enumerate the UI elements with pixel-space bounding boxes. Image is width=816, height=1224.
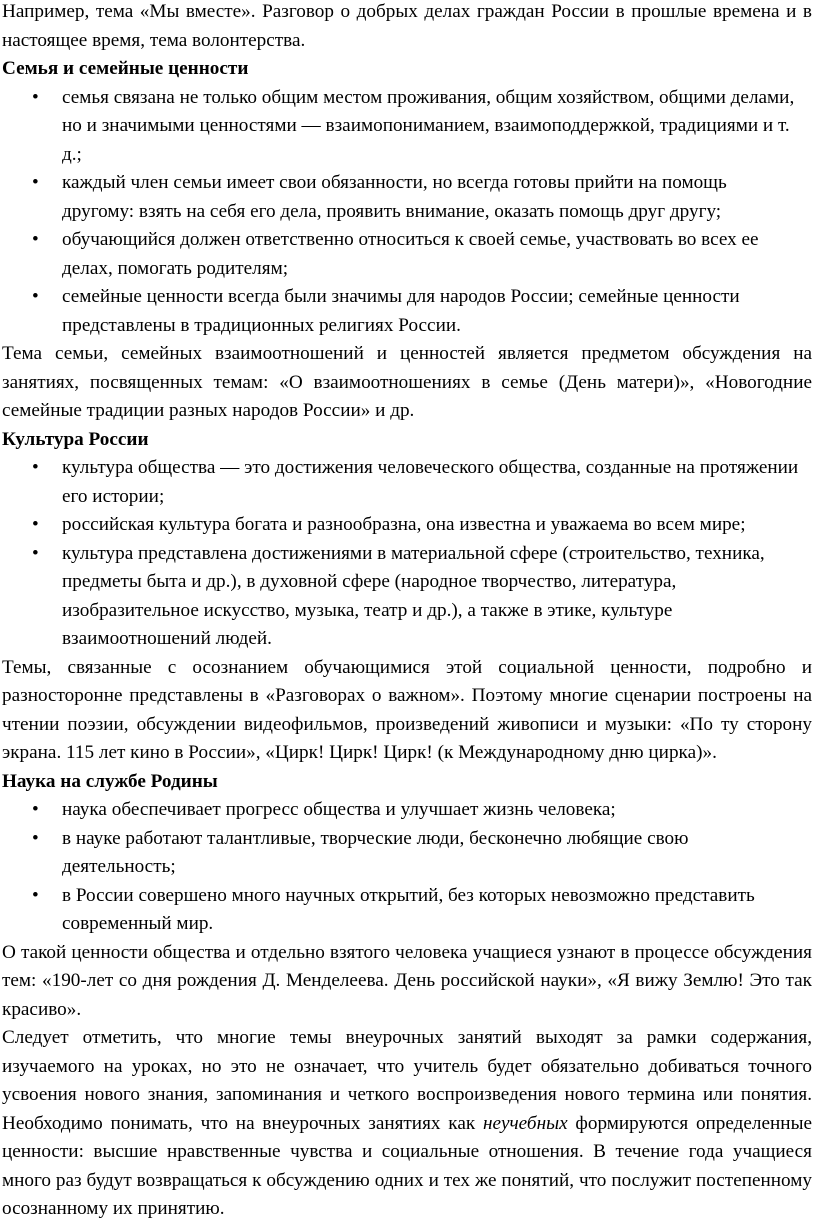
list-item-text: в науке работают талантливые, творческие люди, бесконечно любящие свою деятельность; (62, 827, 689, 877)
list-item (2, 825, 812, 882)
family-heading: Семья и семейные ценности (2, 58, 249, 79)
closing-paragraph (2, 1024, 812, 1224)
bullet-icon: • (32, 457, 39, 478)
list-item-text: каждый член семьи имеет свои обязанности, но всегда готовы прийти на помощь другому: взять на себя его дела, проявить внимание, оказать помощь друг другу; (62, 172, 727, 222)
bullet-icon: • (32, 827, 39, 849)
family-paragraph: Тема семьи, семейных взаимоотношений и ценностей является предметом обсуждения на занятиях, посвященных темам: «О взаимоотношениях в семье (День матери)», «Новогодние семейные традиции разных народов России» и др. (2, 343, 812, 421)
family-list (2, 84, 812, 341)
closing-text-before: Следует отметить, что многие темы внеурочных занятий выходят за рамки содержания, изучаемого на уроках, но это не означает, что учитель будет обязательно добиваться точного усвоения нового знания, запоминания и четкого воспроизведения нового термина или понятия. Необходимо понимать, что на внеурочных занятиях как (2, 1027, 812, 1134)
intro-paragraph: Например, тема «Мы вместе». Разговор о добрых делах граждан России в прошлые времена и в настоящее время, тема волонтерства. (2, 1, 812, 51)
list-item (2, 882, 812, 939)
closing-emphasis: неучебных (482, 1112, 568, 1134)
science-paragraph: О такой ценности общества и отдельно взятого человека учащиеся узнают в процессе обсуждения тем: «190-лет со дня рождения Д. Менделеева. День российской науки», «Я вижу Землю! Это так красиво». (2, 941, 812, 1020)
list-item-text: в России совершено много научных открытий, без которых невозможно представить современный мир. (62, 884, 755, 934)
culture-paragraph: Темы, связанные с осознанием обучающимися этой социальной ценности, подробно и разносторонне представлены в «Разговорах о важном». Поэтому многие сценарии построены на чтении поэзии, обсуждении видеофильмов, произведений живописи и музыки: «По ту сторону экрана. 115 лет кино в России», «Цирк! Цирк! Цирк! (к Международному дню цирка)». (2, 656, 812, 763)
list-item (2, 511, 812, 540)
list-item (2, 84, 812, 170)
list-item-text: культура общества — это достижения человеческого общества, созданные на протяжении его истории; (62, 457, 799, 507)
bullet-icon: • (32, 286, 39, 307)
list-item (2, 454, 812, 511)
list-item (2, 283, 812, 340)
culture-list (2, 454, 812, 654)
list-item-text: семейные ценности всегда были значимы для народов России; семейные ценности представлены в традиционных религиях России. (62, 286, 740, 336)
bullet-icon: • (32, 229, 39, 250)
list-item-text: культура представлена достижениями в материальной сфере (строительство, техника, предметы быта и др.), в духовной сфере (народное творчество, литература, изобразительное искусство, музыка, театр и др.), а также в этике, культуре взаимоотношений людей. (62, 542, 765, 649)
bullet-icon: • (32, 172, 39, 193)
list-item-text: наука обеспечивает прогресс общества и улучшает жизнь человека; (62, 799, 616, 820)
closing-text-after: формируются определенные ценности: высшие нравственные чувства и социальные отношения. В течение года учащиеся много раз будут возвращаться к обсуждению одних и тех же понятий, что послужит постепенному осознанному их принятию. (2, 1112, 812, 1219)
list-item (2, 540, 812, 654)
culture-heading: Культура России (2, 428, 149, 450)
list-item (2, 169, 812, 226)
list-item-text: семья связана не только общим местом проживания, общим хозяйством, общими делами, но и значимыми ценностями — взаимопониманием, взаимоподдержкой, традициями и т. д.; (62, 86, 795, 165)
list-item (2, 796, 812, 825)
list-item (2, 226, 812, 283)
bullet-icon: • (32, 514, 39, 535)
bullet-icon: • (32, 542, 39, 564)
bullet-icon: • (32, 884, 39, 906)
bullet-icon: • (32, 86, 39, 108)
list-item-text: обучающийся должен ответственно относиться к своей семье, участвовать во всех ее делах, помогать родителям; (62, 229, 759, 279)
bullet-icon: • (32, 799, 39, 820)
science-list (2, 796, 812, 939)
list-item-text: российская культура богата и разнообразна, она известна и уважаема во всем мире; (62, 514, 746, 535)
science-heading: Наука на службе Родины (2, 770, 218, 792)
